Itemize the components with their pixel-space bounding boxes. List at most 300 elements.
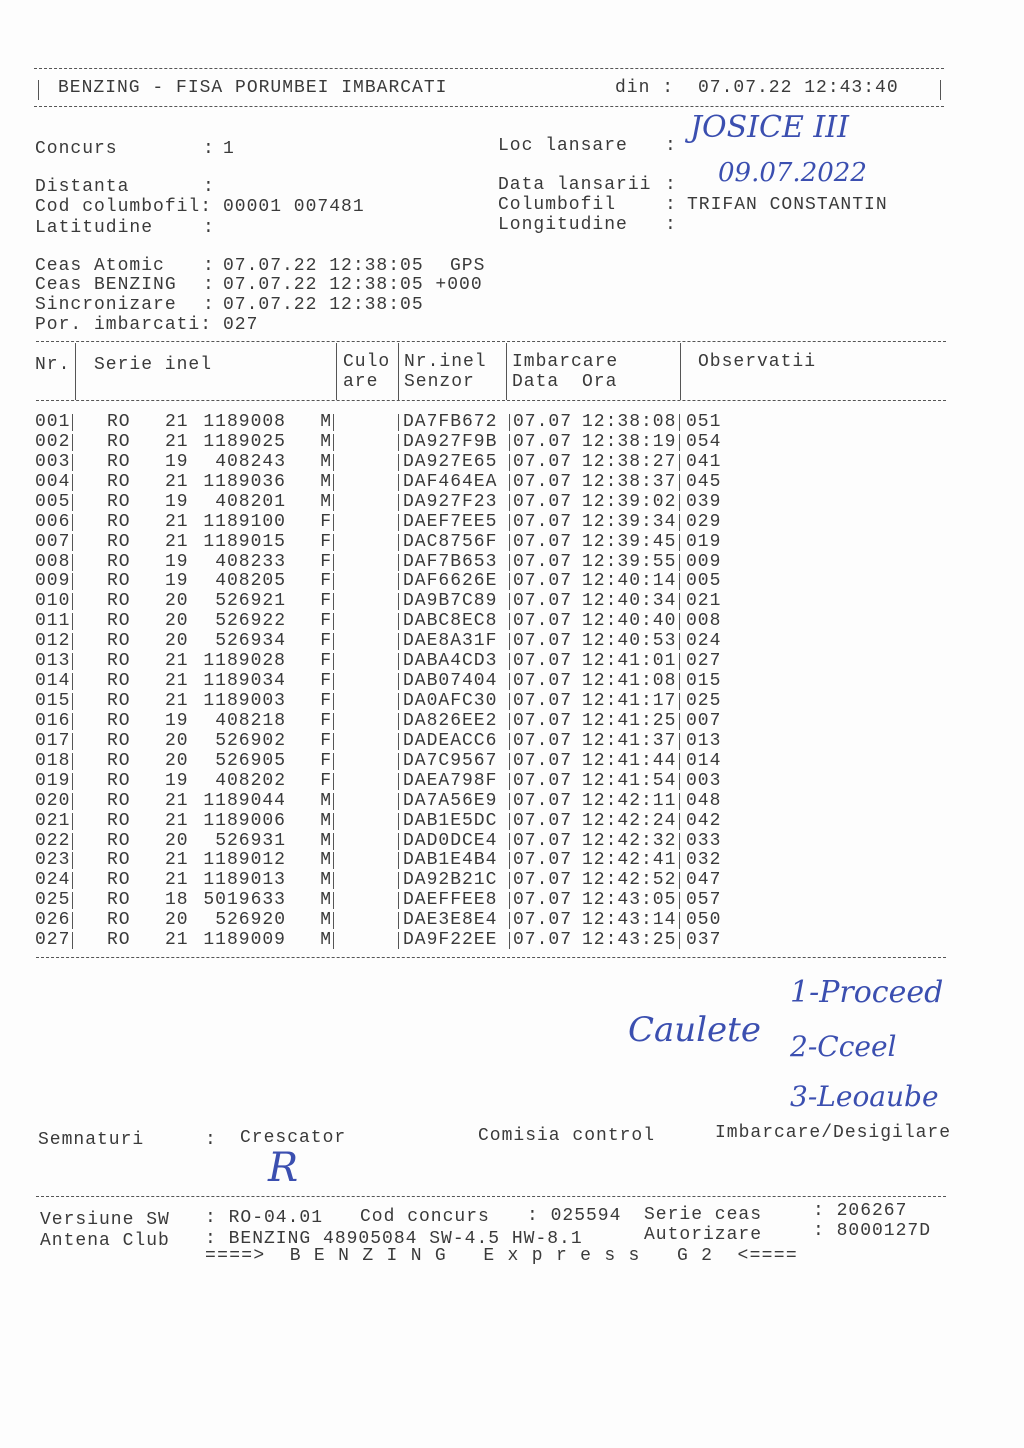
cell-nr: 012: [35, 631, 71, 652]
column-divider: [679, 713, 680, 730]
cell-country: RO: [107, 830, 131, 851]
cod-concurs-value: : 025594: [527, 1206, 622, 1226]
divider: [36, 1196, 946, 1197]
latitudine-label: Latitudine: [35, 218, 154, 238]
divider: [38, 80, 39, 100]
cell-ring-number: 526922: [215, 611, 286, 632]
cell-sex: F: [320, 531, 332, 552]
handwritten-note-line: 2-Cceel: [790, 1030, 897, 1063]
cell-year: 21: [165, 691, 189, 712]
column-divider: [72, 932, 73, 949]
divider: [34, 106, 944, 107]
cell-date: 07.07: [513, 451, 573, 472]
cell-time: 12:42:41: [582, 850, 677, 871]
cell-ring-number: 1189025: [203, 431, 286, 452]
column-divider: [679, 733, 680, 750]
column-divider: [398, 474, 399, 491]
column-divider: [509, 514, 510, 531]
ceas-atomic-label: Ceas Atomic: [35, 256, 165, 276]
cell-year: 20: [165, 591, 189, 612]
cell-sensor: DA92B21C: [403, 870, 498, 891]
cell-year: 21: [165, 471, 189, 492]
cod-concurs-label: Cod concurs: [360, 1207, 490, 1227]
cell-sex: F: [320, 651, 332, 672]
column-divider: [333, 633, 334, 650]
cell-nr: 027: [35, 930, 71, 951]
colon: :: [665, 136, 677, 156]
cell-year: 19: [165, 710, 189, 731]
column-divider: [679, 514, 680, 531]
cell-date: 07.07: [513, 691, 573, 712]
column-divider: [679, 494, 680, 511]
cell-date: 07.07: [513, 631, 573, 652]
cell-time: 12:43:14: [582, 910, 677, 931]
cell-year: 21: [165, 850, 189, 871]
column-divider: [398, 454, 399, 471]
cell-country: RO: [107, 810, 131, 831]
cell-date: 07.07: [513, 671, 573, 692]
divider: [75, 343, 76, 400]
column-divider: [72, 514, 73, 531]
column-divider: [72, 852, 73, 869]
cell-sensor: DAB07404: [403, 671, 498, 692]
column-divider: [398, 852, 399, 869]
loc-lansare-label: Loc lansare: [498, 136, 628, 156]
table-bottom-border: [36, 957, 946, 958]
cell-year: 21: [165, 671, 189, 692]
cell-year: 21: [165, 930, 189, 951]
column-divider: [72, 554, 73, 571]
column-divider: [72, 494, 73, 511]
cell-time: 12:40:40: [582, 611, 677, 632]
column-divider: [679, 554, 680, 571]
handwritten-note-word: Caulete: [628, 1010, 761, 1050]
crescator-signature: R: [268, 1145, 299, 1191]
cell-sex: M: [320, 451, 332, 472]
column-divider: [72, 454, 73, 471]
column-divider: [333, 454, 334, 471]
longitudine-label: Longitudine: [498, 215, 628, 235]
column-divider: [509, 693, 510, 710]
column-divider: [679, 932, 680, 949]
column-divider: [398, 713, 399, 730]
column-divider: [679, 573, 680, 590]
column-divider: [509, 414, 510, 431]
cell-sensor: DA9F22EE: [403, 930, 498, 951]
column-divider: [72, 813, 73, 830]
column-divider: [333, 773, 334, 790]
column-divider: [72, 534, 73, 551]
cell-nr: 019: [35, 770, 71, 791]
column-divider: [333, 474, 334, 491]
column-divider: [509, 673, 510, 690]
cell-sex: M: [320, 491, 332, 512]
cell-ring-number: 1189003: [203, 691, 286, 712]
cell-time: 12:41:54: [582, 770, 677, 791]
cell-time: 12:41:44: [582, 750, 677, 771]
crescator-label: Crescator: [240, 1128, 347, 1148]
cell-observatii: 029: [686, 511, 722, 532]
cell-year: 19: [165, 770, 189, 791]
cell-time: 12:40:34: [582, 591, 677, 612]
cell-time: 12:41:08: [582, 671, 677, 692]
cell-date: 07.07: [513, 710, 573, 731]
header-data: Data: [512, 372, 560, 392]
column-divider: [398, 554, 399, 571]
column-divider: [398, 892, 399, 909]
serie-ceas-label: Serie ceas: [644, 1205, 763, 1225]
ceas-atomic-value: 07.07.22 12:38:05: [223, 256, 424, 276]
cell-ring-number: 526920: [215, 910, 286, 931]
sincronizare-label: Sincronizare: [35, 295, 177, 315]
cell-observatii: 057: [686, 890, 722, 911]
cell-date: 07.07: [513, 531, 573, 552]
cell-sensor: DA7A56E9: [403, 790, 498, 811]
column-divider: [679, 773, 680, 790]
column-divider: [679, 593, 680, 610]
cell-ring-number: 526921: [215, 591, 286, 612]
column-divider: [398, 613, 399, 630]
cell-sensor: DAE3E8E4: [403, 910, 498, 931]
column-divider: [333, 434, 334, 451]
cell-sensor: DA7C9567: [403, 750, 498, 771]
column-divider: [333, 573, 334, 590]
cell-sex: M: [320, 810, 332, 831]
header-observatii: Observatii: [698, 352, 817, 372]
cell-nr: 024: [35, 870, 71, 891]
column-divider: [333, 613, 334, 630]
cell-nr: 008: [35, 551, 71, 572]
cell-year: 20: [165, 910, 189, 931]
column-divider: [333, 793, 334, 810]
colon: :: [203, 218, 215, 238]
cell-sensor: DAEF7EE5: [403, 511, 498, 532]
cell-date: 07.07: [513, 810, 573, 831]
cell-date: 07.07: [513, 730, 573, 751]
concurs-value: 1: [223, 139, 235, 159]
column-divider: [509, 773, 510, 790]
cell-nr: 005: [35, 491, 71, 512]
cell-sensor: DAF464EA: [403, 471, 498, 492]
cell-date: 07.07: [513, 890, 573, 911]
cell-date: 07.07: [513, 431, 573, 452]
cell-date: 07.07: [513, 651, 573, 672]
cell-country: RO: [107, 930, 131, 951]
divider: [940, 80, 941, 100]
cell-nr: 016: [35, 710, 71, 731]
column-divider: [72, 833, 73, 850]
cell-sensor: DA0AFC30: [403, 691, 498, 712]
cell-time: 12:39:02: [582, 491, 677, 512]
column-divider: [333, 713, 334, 730]
cell-year: 21: [165, 412, 189, 432]
cell-observatii: 014: [686, 750, 722, 771]
cell-year: 20: [165, 750, 189, 771]
cell-sex: F: [320, 551, 332, 572]
column-divider: [72, 872, 73, 889]
column-divider: [509, 753, 510, 770]
cell-nr: 015: [35, 691, 71, 712]
versiune-sw-value: : RO-04.01: [205, 1208, 324, 1228]
cell-time: 12:39:55: [582, 551, 677, 572]
cell-time: 12:39:45: [582, 531, 677, 552]
cell-ring-number: 1189036: [203, 471, 286, 492]
cell-time: 12:42:52: [582, 870, 677, 891]
column-divider: [398, 793, 399, 810]
cell-sensor: DA7FB672: [403, 412, 498, 432]
cell-sensor: DA9B7C89: [403, 591, 498, 612]
column-divider: [333, 414, 334, 431]
cell-time: 12:42:32: [582, 830, 677, 851]
column-divider: [509, 813, 510, 830]
column-divider: [72, 912, 73, 929]
column-divider: [509, 593, 510, 610]
column-divider: [509, 793, 510, 810]
column-divider: [333, 673, 334, 690]
cell-nr: 021: [35, 810, 71, 831]
ceas-benzing-value: 07.07.22 12:38:05 +000: [223, 275, 483, 295]
cell-time: 12:38:19: [582, 431, 677, 452]
cell-year: 21: [165, 651, 189, 672]
header-ora: Ora: [582, 372, 618, 392]
column-divider: [333, 753, 334, 770]
column-divider: [333, 593, 334, 610]
column-divider: [679, 813, 680, 830]
cell-sex: M: [320, 412, 332, 432]
cell-ring-number: 1189015: [203, 531, 286, 552]
cell-sensor: DAF6626E: [403, 571, 498, 592]
cell-country: RO: [107, 631, 131, 652]
cell-country: RO: [107, 910, 131, 931]
sincronizare-value: 07.07.22 12:38:05: [223, 295, 424, 315]
column-divider: [72, 673, 73, 690]
cell-sensor: DAC8756F: [403, 531, 498, 552]
cell-observatii: 041: [686, 451, 722, 472]
column-divider: [333, 733, 334, 750]
cell-date: 07.07: [513, 511, 573, 532]
cell-observatii: 015: [686, 671, 722, 692]
cell-observatii: 051: [686, 412, 722, 432]
cell-observatii: 024: [686, 631, 722, 652]
cell-sensor: DAE8A31F: [403, 631, 498, 652]
column-divider: [509, 912, 510, 929]
cell-ring-number: 408201: [215, 491, 286, 512]
cell-observatii: 027: [686, 651, 722, 672]
cell-country: RO: [107, 591, 131, 612]
cell-time: 12:43:25: [582, 930, 677, 951]
versiune-sw-label: Versiune SW: [40, 1210, 170, 1230]
cell-date: 07.07: [513, 571, 573, 592]
column-divider: [72, 793, 73, 810]
cell-ring-number: 1189006: [203, 810, 286, 831]
column-divider: [72, 414, 73, 431]
cell-ring-number: 1189008: [203, 412, 286, 432]
column-divider: [398, 733, 399, 750]
column-divider: [398, 753, 399, 770]
cell-ring-number: 526934: [215, 631, 286, 652]
data-lansarii-handwritten: 09.07.2022: [718, 158, 867, 188]
table-top-border: [36, 341, 946, 342]
cell-country: RO: [107, 790, 131, 811]
cell-time: 12:39:34: [582, 511, 677, 532]
column-divider: [509, 872, 510, 889]
column-divider: [509, 713, 510, 730]
column-divider: [333, 554, 334, 571]
cell-sex: F: [320, 611, 332, 632]
imbarcare-desigilare-label: Imbarcare/Desigilare: [715, 1123, 952, 1143]
column-divider: [72, 892, 73, 909]
loc-lansare-handwritten: JOSICE III: [690, 110, 849, 145]
cell-observatii: 021: [686, 591, 722, 612]
cell-country: RO: [107, 551, 131, 572]
header-culoare: Culo: [343, 352, 391, 372]
cell-date: 07.07: [513, 471, 573, 492]
cell-country: RO: [107, 870, 131, 891]
semnaturi-label: Semnaturi: [38, 1130, 145, 1150]
column-divider: [509, 833, 510, 850]
column-divider: [72, 693, 73, 710]
cell-nr: 007: [35, 531, 71, 552]
cell-time: 12:43:05: [582, 890, 677, 911]
cell-ring-number: 1189034: [203, 671, 286, 692]
cell-country: RO: [107, 770, 131, 791]
column-divider: [679, 892, 680, 909]
column-divider: [509, 573, 510, 590]
cell-date: 07.07: [513, 770, 573, 791]
handwritten-note-line: 1-Proceed: [790, 975, 944, 1010]
cell-nr: 017: [35, 730, 71, 751]
column-divider: [398, 773, 399, 790]
cell-observatii: 033: [686, 830, 722, 851]
cell-nr: 020: [35, 790, 71, 811]
cell-observatii: 054: [686, 431, 722, 452]
cell-country: RO: [107, 471, 131, 492]
cell-country: RO: [107, 412, 131, 432]
cell-sensor: DABC8EC8: [403, 611, 498, 632]
cell-date: 07.07: [513, 850, 573, 871]
column-divider: [679, 653, 680, 670]
header-nr-inel: Nr.inel: [404, 352, 487, 372]
cell-sensor: DAF7B653: [403, 551, 498, 572]
column-divider: [72, 653, 73, 670]
column-divider: [333, 852, 334, 869]
cell-ring-number: 1189044: [203, 790, 286, 811]
cell-country: RO: [107, 431, 131, 452]
column-divider: [509, 613, 510, 630]
cell-nr: 004: [35, 471, 71, 492]
column-divider: [72, 613, 73, 630]
cell-time: 12:38:27: [582, 451, 677, 472]
column-divider: [679, 872, 680, 889]
cell-ring-number: 408202: [215, 770, 286, 791]
column-divider: [72, 753, 73, 770]
cell-time: 12:42:24: [582, 810, 677, 831]
column-divider: [509, 454, 510, 471]
column-divider: [679, 434, 680, 451]
column-divider: [509, 852, 510, 869]
column-divider: [679, 912, 680, 929]
cell-observatii: 008: [686, 611, 722, 632]
cell-year: 19: [165, 551, 189, 572]
column-divider: [509, 494, 510, 511]
cell-time: 12:38:37: [582, 471, 677, 492]
cell-nr: 014: [35, 671, 71, 692]
cell-sex: M: [320, 870, 332, 891]
column-divider: [333, 833, 334, 850]
cell-sex: F: [320, 511, 332, 532]
cell-date: 07.07: [513, 750, 573, 771]
header-culoare-2: are: [343, 372, 379, 392]
column-divider: [398, 653, 399, 670]
column-divider: [398, 912, 399, 929]
column-divider: [398, 593, 399, 610]
cell-nr: 009: [35, 571, 71, 592]
cell-ring-number: 526905: [215, 750, 286, 771]
column-divider: [509, 534, 510, 551]
cell-sex: F: [320, 750, 332, 771]
cell-ring-number: 526902: [215, 730, 286, 751]
cell-sensor: DAEFFEE8: [403, 890, 498, 911]
cell-date: 07.07: [513, 910, 573, 931]
cell-date: 07.07: [513, 491, 573, 512]
din-value: 07.07.22 12:43:40: [698, 78, 899, 98]
cell-date: 07.07: [513, 830, 573, 851]
divider: [680, 343, 681, 400]
cell-sex: F: [320, 631, 332, 652]
comisia-control-label: Comisia control: [478, 1126, 656, 1146]
cell-observatii: 050: [686, 910, 722, 931]
cell-sex: F: [320, 730, 332, 751]
cell-observatii: 032: [686, 850, 722, 871]
column-divider: [333, 494, 334, 511]
column-divider: [72, 573, 73, 590]
header-senzor: Senzor: [404, 372, 475, 392]
antena-club-label: Antena Club: [40, 1231, 170, 1251]
column-divider: [398, 673, 399, 690]
ceas-benzing-label: Ceas BENZING: [35, 275, 177, 295]
column-divider: [333, 932, 334, 949]
column-divider: [398, 633, 399, 650]
cell-observatii: 013: [686, 730, 722, 751]
cell-time: 12:41:37: [582, 730, 677, 751]
cell-ring-number: 1189013: [203, 870, 286, 891]
cell-year: 20: [165, 611, 189, 632]
column-divider: [333, 813, 334, 830]
cell-sensor: DA826EE2: [403, 710, 498, 731]
cell-nr: 003: [35, 451, 71, 472]
cell-sensor: DA927F9B: [403, 431, 498, 452]
column-divider: [333, 693, 334, 710]
column-divider: [679, 753, 680, 770]
cell-sensor: DAEA798F: [403, 770, 498, 791]
cell-sensor: DADEACC6: [403, 730, 498, 751]
colon: :: [203, 275, 215, 295]
column-divider: [509, 633, 510, 650]
cell-year: 20: [165, 730, 189, 751]
cell-sensor: DA927F23: [403, 491, 498, 512]
cell-observatii: 019: [686, 531, 722, 552]
cell-country: RO: [107, 511, 131, 532]
column-divider: [509, 554, 510, 571]
cell-ring-number: 408243: [215, 451, 286, 472]
cell-ring-number: 5019633: [203, 890, 286, 911]
header-serie-inel: Serie inel: [94, 355, 213, 375]
column-divider: [398, 534, 399, 551]
columbofil-label: Columbofil: [498, 195, 617, 215]
colon: :: [665, 215, 677, 235]
column-divider: [679, 454, 680, 471]
cell-nr: 025: [35, 890, 71, 911]
